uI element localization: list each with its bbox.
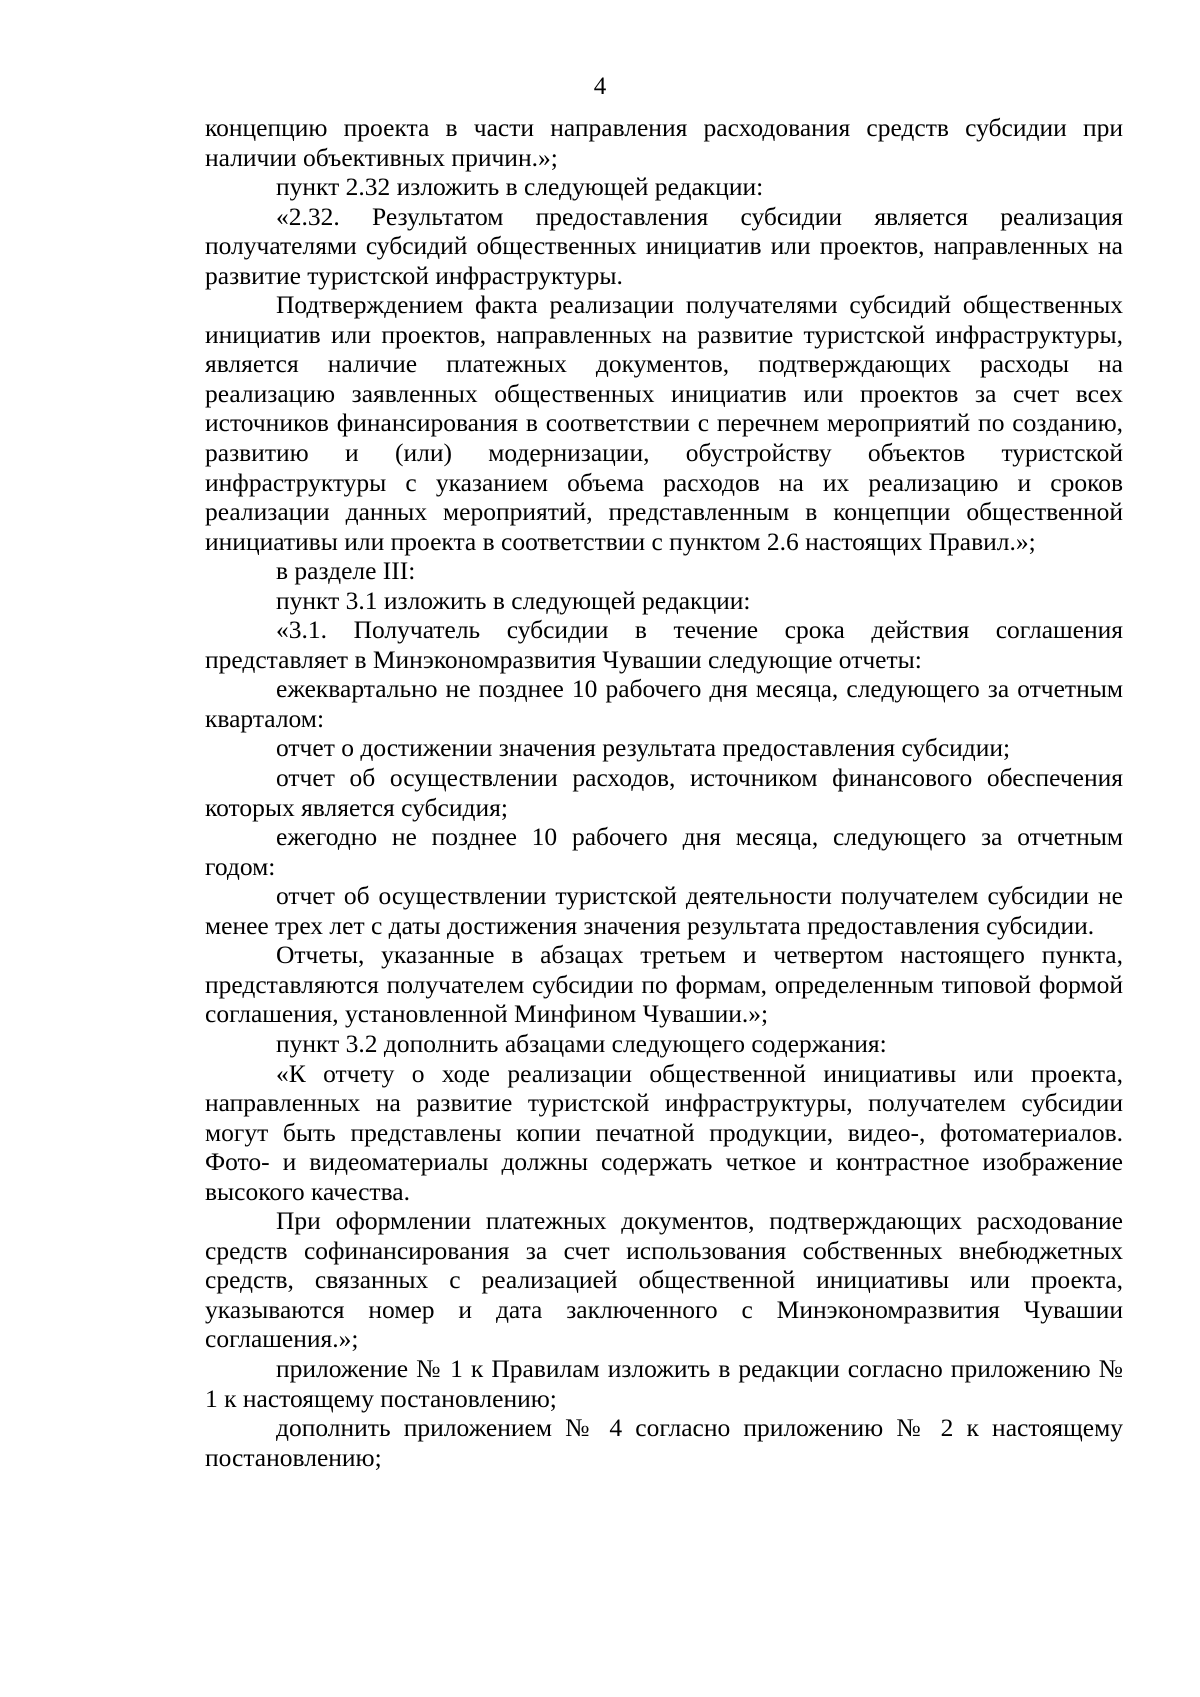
page-number: 4 xyxy=(593,73,607,100)
paragraph-9: отчет о достижении значения результата предоставления субсидии; xyxy=(276,733,1011,763)
paragraph-15: «К отчету о ходе реализации общественной инициативы или проекта, направленных на развитие туристской инфраструктуры, получателем субсидии могут быть представлены копии печатной продукции, видео-, фотоматериалов. Фото- и видеоматериалы должны содержать четкое и контрастное изображение высокого качества. xyxy=(205,1058,1123,1206)
paragraph-14: пункт 3.2 дополнить абзацами следующего содержания: xyxy=(276,1028,887,1058)
paragraph-6: пункт 3.1 изложить в следующей редакции: xyxy=(276,585,751,615)
paragraph-11: ежегодно не позднее 10 рабочего дня месяца, следующего за отчетным годом: xyxy=(205,822,1123,881)
paragraph-10: отчет об осуществлении расходов, источником финансового обеспечения которых является субсидия; xyxy=(205,763,1123,822)
paragraph-12: отчет об осуществлении туристской деятельности получателем субсидии не менее трех лет с даты достижения значения результата предоставления субсидии. xyxy=(205,881,1123,940)
paragraph-18: дополнить приложением № 4 согласно приложению № 2 к настоящему постановлению; xyxy=(205,1413,1123,1472)
paragraph-7: «3.1. Получатель субсидии в течение срока действия соглашения представляет в Минэкономразвития Чувашии следующие отчеты: xyxy=(205,615,1123,674)
paragraph-3: «2.32. Результатом предоставления субсидии является реализация получателями субсидий общественных инициатив или проектов, направленных на развитие туристской инфраструктуры. xyxy=(205,201,1123,290)
paragraph-8: ежеквартально не позднее 10 рабочего дня месяца, следующего за отчетным кварталом: xyxy=(205,674,1123,733)
paragraph-16: При оформлении платежных документов, подтверждающих расходование средств софинансирования за счет использования собственных внебюджетных средств, связанных с реализацией общественной инициативы или проекта, указываются номер и дата заключенного с Минэкономразвития Чувашии соглашения.»; xyxy=(205,1206,1123,1354)
paragraph-1: концепцию проекта в части направления расходования средств субсидии при наличии объективных причин.»; xyxy=(205,113,1123,172)
paragraph-4: Подтверждением факта реализации получателями субсидий общественных инициатив или проектов, направленных на развитие туристской инфраструктуры, является наличие платежных документов, подтверждающих расходы на реализацию заявленных общественных инициатив или проектов за счет всех источников финансирования в соответствии с перечнем мероприятий по созданию, развитию и (или) модернизации, обустройству объектов туристской инфраструктуры с указанием объема расходов на их реализацию и сроков реализации данных мероприятий, представленным в концепции общественной инициативы или проекта в соответствии с пунктом 2.6 настоящих Правил.»; xyxy=(205,290,1123,556)
paragraph-2: пункт 2.32 изложить в следующей редакции: xyxy=(276,172,764,202)
document-body xyxy=(205,113,1123,1472)
paragraph-17: приложение № 1 к Правилам изложить в редакции согласно приложению № 1 к настоящему постановлению; xyxy=(205,1353,1123,1413)
paragraph-13: Отчеты, указанные в абзацах третьем и четвертом настоящего пункта, представляются получателем субсидии по формам, определенным типовой формой соглашения, установленной Минфином Чувашии.»; xyxy=(205,940,1123,1029)
paragraph-5: в разделе III: xyxy=(276,556,416,586)
